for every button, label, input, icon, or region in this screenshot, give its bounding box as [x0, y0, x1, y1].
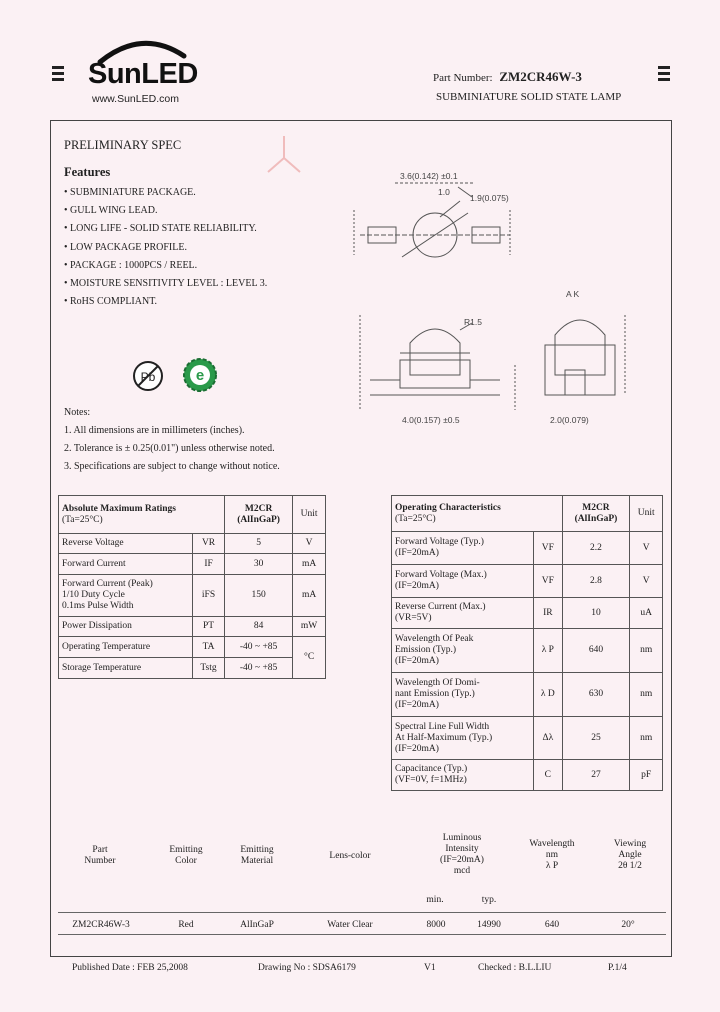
symbol-cell: VF: [534, 532, 562, 565]
notes-section: [64, 404, 280, 476]
bt-min: 8000: [426, 920, 446, 930]
param-cell: Wavelength Of Peak Emission (Typ.) (IF=20mA): [392, 629, 534, 673]
value-cell: 10: [562, 598, 630, 629]
unit-cell: pF: [630, 760, 663, 791]
symbol-cell: VF: [534, 565, 562, 598]
unit-cell: V: [293, 534, 326, 554]
bottom-dimension: 4.0(0.157) ±0.5: [402, 415, 460, 425]
watermark-symbol-icon: [262, 132, 306, 178]
abs-max-unit-header: Unit: [293, 496, 326, 534]
symbol-cell: C: [534, 760, 562, 791]
symbol-cell: λ P: [534, 629, 562, 673]
bt-angle: 20°: [621, 920, 635, 930]
left-header-bars: [52, 66, 64, 84]
pb-free-icon: [131, 359, 165, 393]
feature-item: • MOISTURE SENSITIVITY LEVEL : LEVEL 3.: [64, 278, 268, 290]
value-cell: -40 ~ +85: [224, 658, 292, 679]
absolute-max-ratings-table: [58, 495, 326, 679]
bt-head-lens: Lens-color: [329, 851, 371, 861]
unit-cell: V: [630, 565, 663, 598]
table-row: [59, 617, 326, 637]
unit-cell: mA: [293, 575, 326, 617]
unit-cell: nm: [630, 717, 663, 760]
value-cell: 150: [224, 575, 292, 617]
table-row: [59, 534, 326, 554]
right-dimension: 1.9(0.075): [470, 193, 509, 203]
bt-head-typ: typ.: [481, 895, 497, 905]
op-char-model-header: M2CR (AlInGaP): [562, 496, 630, 532]
abs-max-model-header: M2CR (AlInGaP): [224, 496, 292, 534]
param-cell: Forward Current (Peak) 1/10 Duty Cycle 0.1ms Pulse Width: [59, 575, 193, 617]
bt-material: AlInGaP: [240, 920, 274, 930]
operating-characteristics-table: [391, 495, 663, 791]
page-number: P.1/4: [608, 963, 627, 973]
pb-label: Pb: [140, 370, 156, 384]
notes-title: Notes:: [64, 407, 91, 418]
param-cell: Operating Temperature: [59, 637, 193, 658]
side-dimension: 2.0(0.079): [550, 415, 589, 425]
bt-head-color: Emitting Color: [169, 845, 203, 866]
symbol-cell: IF: [193, 554, 225, 575]
bt-head-wavelength: Wavelength nm λ P: [529, 839, 575, 871]
symbol-cell: λ D: [534, 673, 562, 717]
feature-item: • LOW PACKAGE PROFILE.: [64, 241, 187, 253]
value-cell: 640: [562, 629, 630, 673]
bt-divider-bottom: [58, 934, 666, 935]
table-row: [59, 637, 326, 658]
value-cell: 27: [562, 760, 630, 791]
value-cell: 2.2: [562, 532, 630, 565]
bt-head-material: Emitting Material: [240, 845, 274, 866]
top-dimension: 3.6(0.142) ±0.1: [400, 171, 458, 181]
param-cell: Reverse Voltage: [59, 534, 193, 554]
param-cell: Storage Temperature: [59, 658, 193, 679]
param-cell: Spectral Line Full Width At Half-Maximum (Typ.) (IF=20mA): [392, 717, 534, 760]
bt-lens: Water Clear: [327, 920, 373, 930]
table-row: [59, 575, 326, 617]
symbol-cell: IR: [534, 598, 562, 629]
radius-label: R1.5: [464, 317, 482, 327]
package-dimension-drawing: [340, 165, 660, 440]
table-row: [392, 598, 663, 629]
feature-item: • PACKAGE : 1000PCS / REEL.: [64, 259, 198, 271]
bt-color: Red: [178, 920, 194, 930]
note-item: 3. Specifications are subject to change without notice.: [64, 461, 280, 472]
unit-cell: °C: [293, 637, 326, 679]
table-row: [392, 717, 663, 760]
value-cell: 5: [224, 534, 292, 554]
brand-logo: SunLED: [88, 58, 198, 90]
table-row: [59, 554, 326, 575]
value-cell: 2.8: [562, 565, 630, 598]
version: V1: [424, 963, 436, 973]
table-row: [59, 658, 326, 679]
table-row: [392, 629, 663, 673]
value-cell: -40 ~ +85: [224, 637, 292, 658]
param-cell: Forward Current: [59, 554, 193, 575]
features-title: Features: [64, 165, 111, 179]
bt-typ: 14990: [477, 920, 501, 930]
top-dimension-2: 1.0: [438, 187, 450, 197]
spec-title: PRELIMINARY SPEC: [64, 138, 182, 152]
param-cell: Wavelength Of Domi- nant Emission (Typ.) (IF=20mA): [392, 673, 534, 717]
feature-item: • RoHS COMPLIANT.: [64, 296, 158, 308]
website-link[interactable]: www.SunLED.com: [92, 93, 179, 105]
product-type: SUBMINIATURE SOLID STATE LAMP: [436, 91, 622, 103]
checked-by: Checked : B.L.LIU: [478, 963, 552, 973]
anode-cathode-label: A K: [566, 289, 580, 299]
op-char-header: Operating Characteristics (Ta=25°C): [392, 496, 563, 532]
table-row: [392, 565, 663, 598]
right-header-bars: [658, 66, 670, 84]
bt-part: ZM2CR46W-3: [72, 920, 130, 930]
param-cell: Forward Voltage (Typ.) (IF=20mA): [392, 532, 534, 565]
param-cell: Forward Voltage (Max.) (IF=20mA): [392, 565, 534, 598]
bt-head-min: min.: [426, 895, 444, 905]
symbol-cell: PT: [193, 617, 225, 637]
bt-head-part: Part Number: [84, 845, 116, 866]
environment-e-icon: [181, 356, 219, 394]
param-cell: Reverse Current (Max.) (VR=5V): [392, 598, 534, 629]
unit-cell: nm: [630, 673, 663, 717]
symbol-cell: Δλ: [534, 717, 562, 760]
part-number: ZM2CR46W-3: [499, 69, 582, 84]
feature-item: • LONG LIFE - SOLID STATE RELIABILITY.: [64, 223, 257, 235]
bt-wavelength: 640: [544, 920, 560, 930]
unit-cell: mW: [293, 617, 326, 637]
published-date: Published Date : FEB 25,2008: [72, 963, 188, 973]
unit-cell: mA: [293, 554, 326, 575]
value-cell: 30: [224, 554, 292, 575]
part-number-header: [433, 69, 582, 85]
note-item: 2. Tolerance is ± 0.25(0.01") unless otherwise noted.: [64, 443, 275, 454]
drawing-number: Drawing No : SDSA6179: [258, 963, 356, 973]
value-cell: 630: [562, 673, 630, 717]
bt-divider-top: [58, 912, 666, 913]
value-cell: 84: [224, 617, 292, 637]
symbol-cell: Tstg: [193, 658, 225, 679]
note-item: 1. All dimensions are in millimeters (inches).: [64, 425, 245, 436]
feature-item: • GULL WING LEAD.: [64, 205, 158, 217]
unit-cell: nm: [630, 629, 663, 673]
param-cell: Capacitance (Typ.) (VF=0V, f=1MHz): [392, 760, 534, 791]
bt-head-intensity: Luminous Intensity (IF=20mA) mcd: [440, 833, 484, 876]
value-cell: 25: [562, 717, 630, 760]
bt-head-angle: Viewing Angle 2θ 1/2: [613, 839, 647, 871]
symbol-cell: iFS: [193, 575, 225, 617]
symbol-cell: TA: [193, 637, 225, 658]
feature-item: • SUBMINIATURE PACKAGE.: [64, 187, 196, 198]
table-row: [392, 673, 663, 717]
abs-max-header: Absolute Maximum Ratings (Ta=25°C): [59, 496, 225, 534]
op-char-unit-header: Unit: [630, 496, 663, 532]
table-row: [392, 532, 663, 565]
symbol-cell: VR: [193, 534, 225, 554]
part-number-label: Part Number:: [433, 72, 493, 84]
table-row: [392, 760, 663, 791]
param-cell: Power Dissipation: [59, 617, 193, 637]
unit-cell: uA: [630, 598, 663, 629]
unit-cell: V: [630, 532, 663, 565]
e-label: e: [195, 367, 205, 384]
features-list: [64, 184, 267, 311]
